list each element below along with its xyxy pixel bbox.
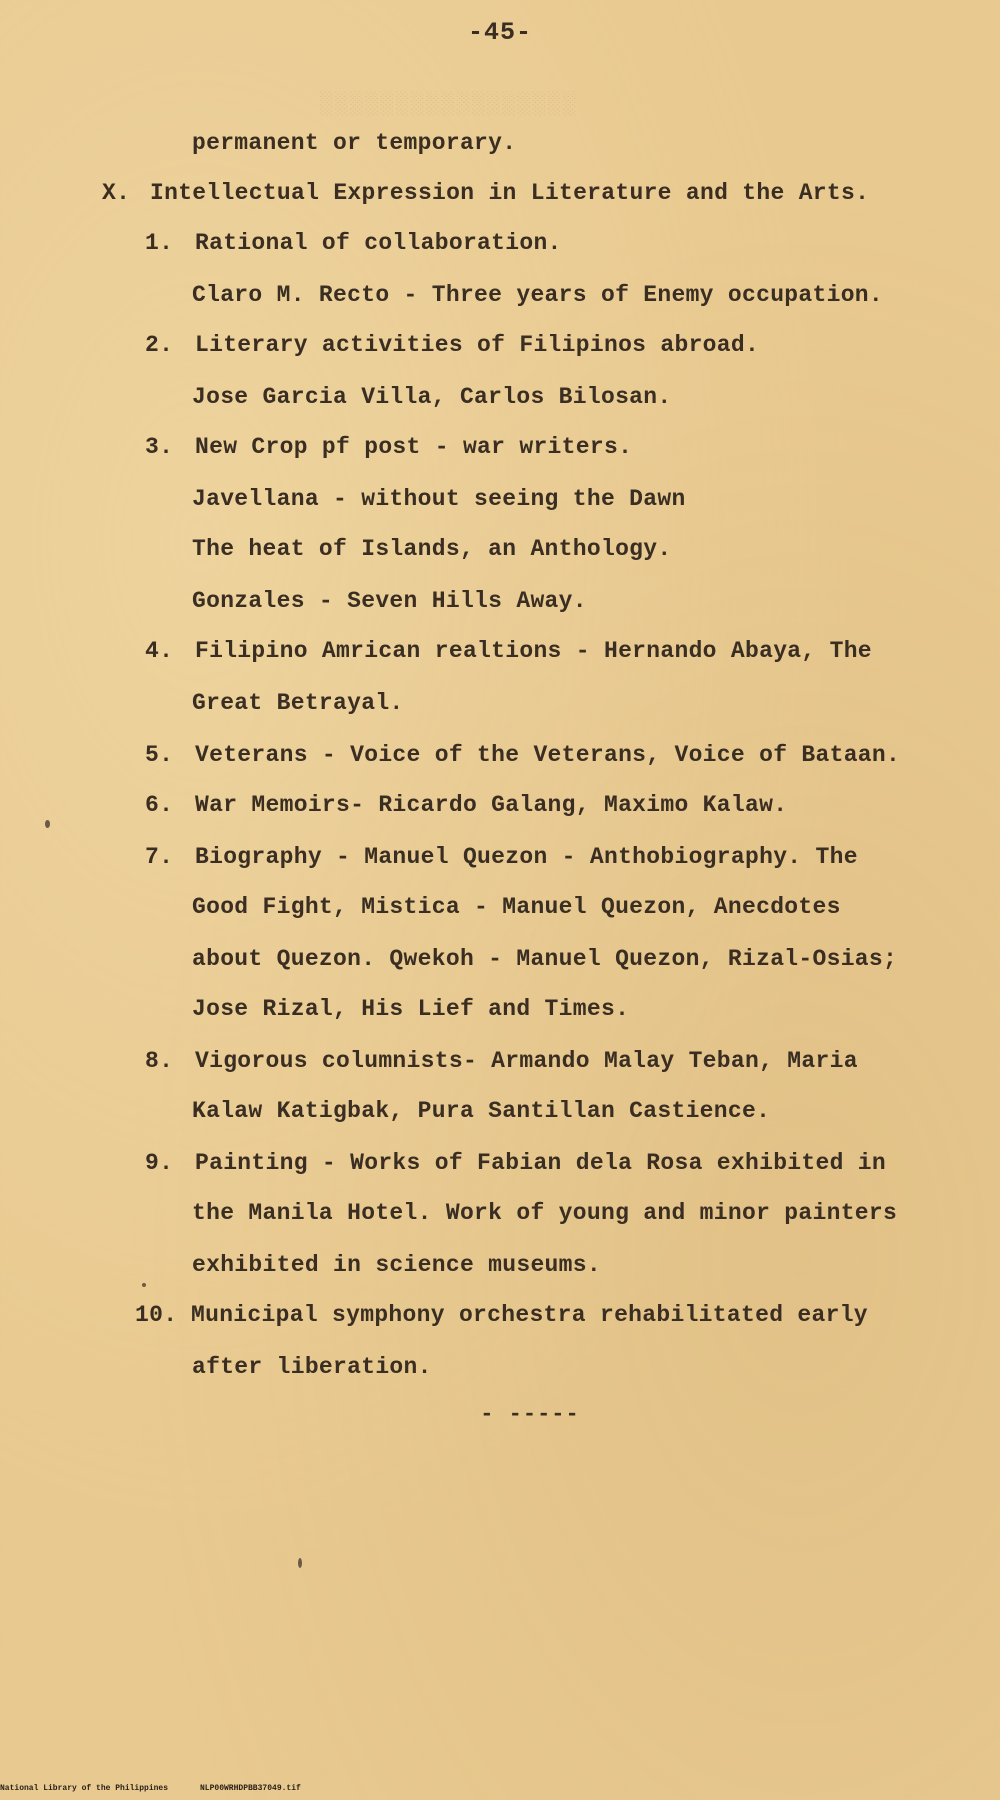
item-number: 8. [145,1048,174,1074]
scan-footer [0,1784,301,1793]
item-text: War Memoirs- Ricardo Galang, Maximo Kalaw. [195,792,788,818]
item-text: Literary activities of Filipinos abroad. [195,332,760,358]
item-text: Veterans - Voice of the Veterans, Voice of Bataan. [195,742,901,768]
list-item [145,228,562,258]
item-text: Biography - Manuel Quezon - Anthobiography. The [195,844,858,870]
list-item [145,790,787,820]
list-item [135,1300,868,1330]
item-text: New Crop pf post - war writers. [195,434,633,460]
bleed-through-text: ░░░░░░░░░░░░░░░░░ [320,92,579,117]
text-line: Gonzales - Seven Hills Away. [192,588,587,614]
footer-file-name: NLP00WRHDPBB37049.tif [200,1784,301,1793]
text-line: Great Betrayal. [192,690,404,716]
text-line: exhibited in science museums. [192,1252,601,1278]
item-number: 4. [145,638,174,664]
section-heading [102,178,869,208]
text-line: Good Fight, Mistica - Manuel Quezon, Anecdotes [192,894,841,920]
item-number: 6. [145,792,174,818]
text-line: permanent or temporary. [192,130,517,156]
list-item [145,432,632,462]
paper-speck [142,1283,146,1287]
text-line: after liberation. [192,1354,432,1380]
item-text: Rational of collaboration. [195,230,562,256]
item-number: 5. [145,742,174,768]
list-item [145,842,858,872]
item-number: 9. [145,1150,174,1176]
item-text: Painting - Works of Fabian dela Rosa exhibited in [195,1150,887,1176]
end-mark: - ----- [480,1402,580,1427]
item-text: Vigorous columnists- Armando Malay Teban, Maria [195,1048,858,1074]
text-line: Kalaw Katigbak, Pura Santillan Castience. [192,1098,771,1124]
list-item [145,636,872,666]
list-item [145,330,759,360]
text-line: Jose Rizal, His Lief and Times. [192,996,630,1022]
item-number: 1. [145,230,174,256]
text-line: about Quezon. Qwekoh - Manuel Quezon, Rizal-Osias; [192,946,898,972]
list-item [145,740,900,770]
paper-speck [298,1558,302,1568]
text-line: The heat of Islands, an Anthology. [192,536,672,562]
item-text: Municipal symphony orchestra rehabilitated early [191,1302,868,1328]
item-number: 7. [145,844,174,870]
list-item [145,1046,858,1076]
footer-library: National Library of the Philippines [0,1784,169,1793]
page-number: -45- [467,18,532,47]
item-number: 3. [145,434,174,460]
item-number: 10. [135,1302,178,1328]
paper-speck [45,820,50,828]
section-number: X. [102,180,131,206]
text-line: Jose Garcia Villa, Carlos Bilosan. [192,384,672,410]
text-line: the Manila Hotel. Work of young and minor painters [192,1200,898,1226]
text-line: Claro M. Recto - Three years of Enemy occupation. [192,282,884,308]
item-text: Filipino Amrican realtions - Hernando Abaya, The [195,638,872,664]
text-line: Javellana - without seeing the Dawn [192,486,686,512]
item-number: 2. [145,332,174,358]
list-item [145,1148,886,1178]
section-title: Intellectual Expression in Literature and the Arts. [150,180,870,206]
